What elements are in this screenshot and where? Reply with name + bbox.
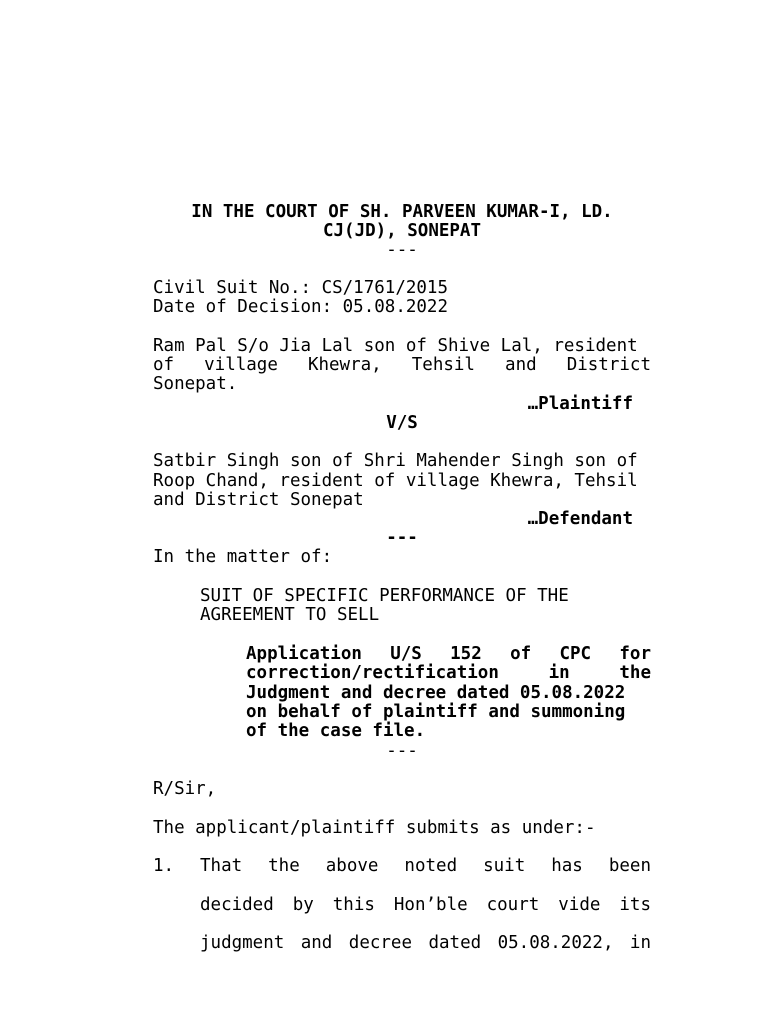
civil-suit-number: Civil Suit No.: CS/1761/2015 (153, 278, 449, 298)
application-line-3: Judgment and decree dated 05.08.2022 (246, 683, 626, 703)
defendant-role: …Defendant (527, 509, 633, 529)
application-line-4: on behalf of plaintiff and summoning (246, 702, 626, 722)
defendant-line-2: Roop Chand, resident of village Khewra, Tehsil (153, 471, 638, 491)
versus-label: V/S (386, 413, 418, 433)
paragraph-1-line-3: judgment and decree dated 05.08.2022, in (200, 933, 651, 953)
court-heading-line-1: IN THE COURT OF SH. PARVEEN KUMAR-I, LD. (191, 202, 613, 222)
matter-intro: In the matter of: (153, 547, 333, 567)
date-of-decision: Date of Decision: 05.08.2022 (153, 297, 449, 317)
defendant-separator: --- (386, 528, 418, 548)
plaintiff-role: …Plaintiff (527, 394, 633, 414)
application-line-2: correction/rectification in the (246, 663, 651, 683)
paragraph-1-line-1: That the above noted suit has been (200, 856, 651, 876)
defendant-line-3: and District Sonepat (153, 490, 364, 510)
defendant-line-1: Satbir Singh son of Shri Mahender Singh son of (153, 451, 638, 471)
suit-title-line-2: AGREEMENT TO SELL (200, 605, 380, 625)
plaintiff-line-2: of village Khewra, Tehsil and District (153, 355, 651, 375)
application-separator: --- (386, 741, 418, 761)
salutation: R/Sir, (153, 779, 217, 799)
suit-title-line-1: SUIT OF SPECIFIC PERFORMANCE OF THE (200, 586, 569, 606)
submission-intro: The applicant/plaintiff submits as under:- (153, 818, 596, 838)
paragraph-number-1: 1. (153, 856, 175, 876)
plaintiff-line-1: Ram Pal S/o Jia Lal son of Shive Lal, resident (153, 336, 638, 356)
plaintiff-line-3: Sonepat. (153, 374, 238, 394)
paragraph-1-line-2: decided by this Hon’ble court vide its (200, 895, 651, 915)
heading-separator: --- (386, 240, 418, 260)
court-heading-line-2: CJ(JD), SONEPAT (322, 221, 482, 241)
application-line-5: of the case file. (246, 721, 426, 741)
application-line-1: Application U/S 152 of CPC for (246, 644, 651, 664)
